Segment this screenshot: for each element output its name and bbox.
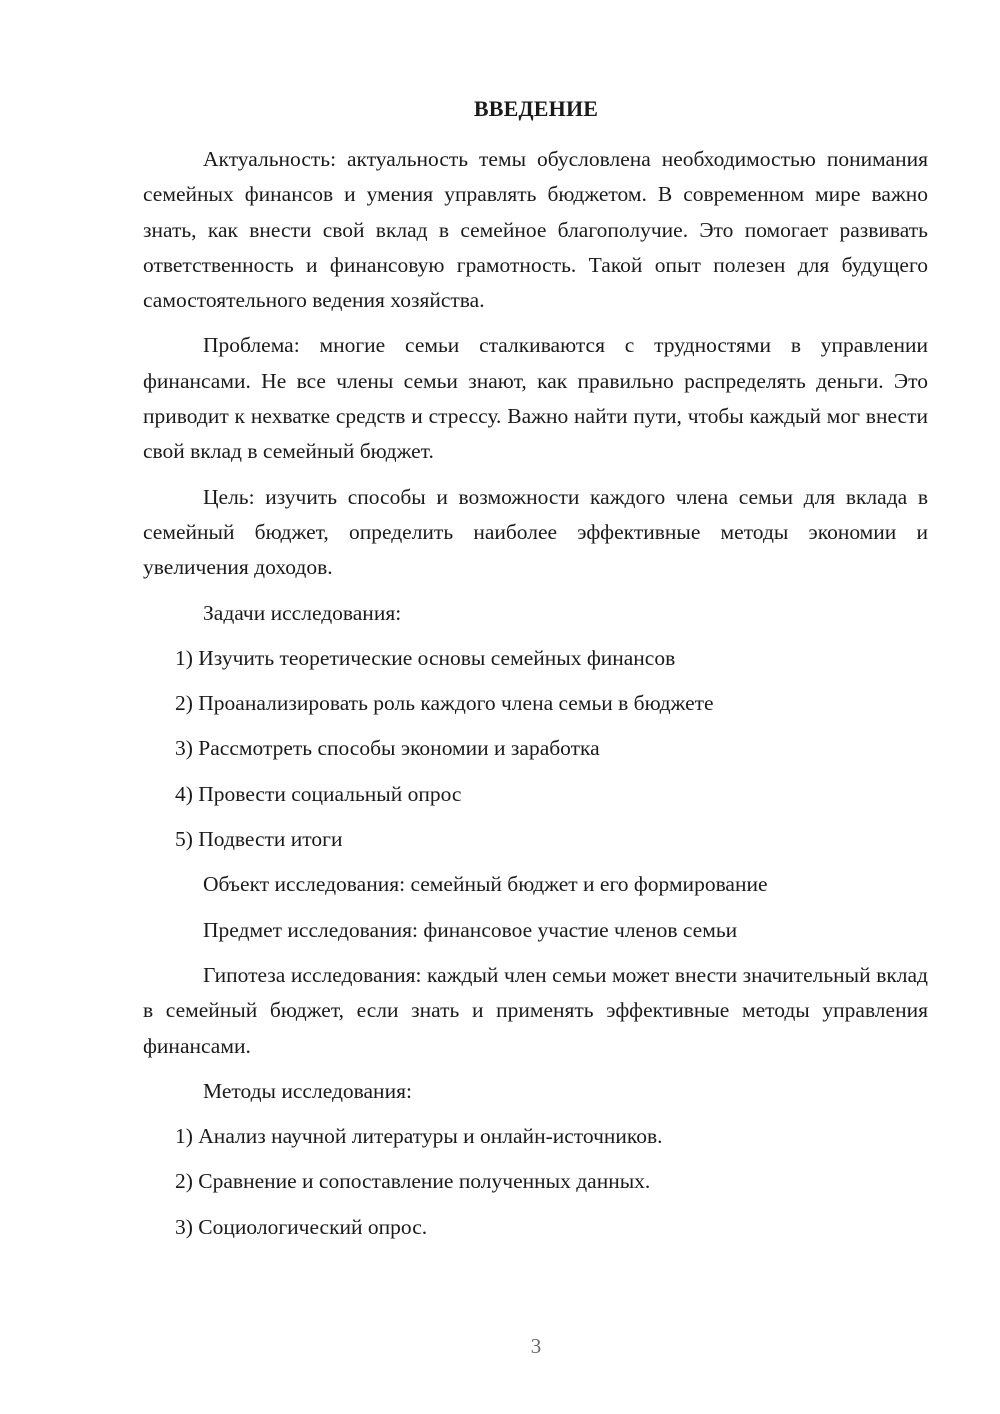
- tasks-heading: Задачи исследования:: [203, 600, 402, 625]
- list-item: 4) Провести социальный опрос: [175, 781, 462, 806]
- list-item: 2) Сравнение и сопоставление полученных данных.: [175, 1169, 651, 1194]
- paragraph-goal: Цель: изучить способы и возможности каждого члена семьи для вклада в семейный бюджет, определить наиболее эффективные методы экономии и увеличения доходов.: [143, 484, 928, 580]
- list-item: 3) Социологический опрос.: [175, 1214, 428, 1239]
- document-body: [143, 142, 928, 1255]
- research-object: Объект исследования: семейный бюджет и его формирование: [203, 872, 768, 897]
- research-subject: Предмет исследования: финансовое участие членов семьи: [203, 917, 738, 942]
- list-item: 1) Анализ научной литературы и онлайн-источников.: [175, 1124, 663, 1149]
- paragraph-problem: Проблема: многие семьи сталкиваются с трудностями в управлении финансами. Не все члены семьи знают, как правильно распределять деньги. Это приводит к нехватке средств и стрессу. Важно найти пути, чтобы каждый мог внести свой вклад в семейный бюджет.: [143, 333, 928, 464]
- page-title: ВВЕДЕНИЕ: [473, 96, 599, 121]
- page-number: 3: [530, 1334, 542, 1358]
- list-item: 3) Рассмотреть способы экономии и заработка: [175, 736, 600, 761]
- tasks-list: [143, 641, 928, 857]
- paragraph-relevance: Актуальность: актуальность темы обусловлена необходимостью понимания семейных финансов и умения управлять бюджетом. В современном мире важно знать, как внести свой вклад в семейное благополучие. Это помогает развивать ответственность и финансовую грамотность. Такой опыт полезен для будущего самостоятельного ведения хозяйства.: [143, 147, 928, 313]
- methods-heading: Методы исследования:: [203, 1078, 412, 1103]
- list-item: 5) Подвести итоги: [175, 827, 343, 852]
- list-item: 2) Проанализировать роль каждого члена семьи в бюджете: [175, 691, 714, 716]
- research-hypothesis: Гипотеза исследования: каждый член семьи может внести значительный вклад в семейный бюджет, если знать и применять эффективные методы управления финансами.: [143, 962, 928, 1058]
- list-item: 1) Изучить теоретические основы семейных финансов: [175, 645, 676, 670]
- methods-list: [143, 1119, 928, 1245]
